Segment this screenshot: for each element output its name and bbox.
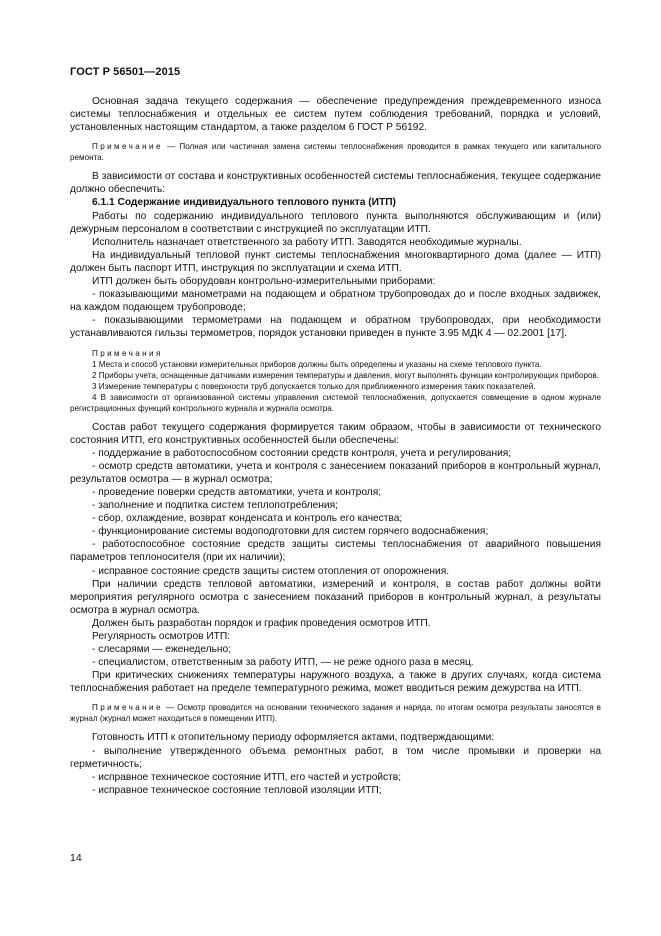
paragraph: При наличии средств тепловой автоматики, измерений и контроля, в состав работ должны войти мероприятия регулярного осмотра с занесением показаний приборов в контрольный журнал, а результаты осмотра в журнал осмотра. <box>70 578 601 616</box>
notes-label: Примечания <box>92 348 163 358</box>
list-item: - работоспособное состояние средств защиты системы теплоснабжения от аварийного повышения параметров теплоносителя (при их наличии); <box>70 539 601 564</box>
page-header-title: ГОСТ Р 56501—2015 <box>70 66 181 78</box>
note <box>70 141 601 163</box>
paragraph: В зависимости от состава и конструктивных особенностей системы теплоснабжения, текущее содержание должно обеспечить: <box>70 171 601 196</box>
note <box>70 702 601 724</box>
section-heading: 6.1.1 Содержание индивидуального теплового пункта (ИТП) <box>92 197 396 209</box>
list-item: - исправное состояние средств защиты систем отопления от опорожнения. <box>92 565 450 577</box>
list-item: - функционирование системы водоподготовки для систем горячего водоснабжения; <box>92 526 489 538</box>
paragraph: Исполнитель назначает ответственного за работу ИТП. Заводятся необходимые журналы. <box>92 236 522 248</box>
note-text: — Полная или частичная замена системы теплоснабжения проводится в рамках текущего или капитального ремонта. <box>70 142 601 163</box>
note-item: 2 Приборы учета, оснащенные датчиками измерения температуры и давления, могут выполнять функции контролирующих приборов. <box>92 370 600 380</box>
paragraph: Готовность ИТП к отопительному периоду оформляется актами, подтверждающими: <box>92 732 495 744</box>
paragraph: Должен быть разработан порядок и график проведения осмотров ИТП. <box>92 617 431 629</box>
page-content <box>70 95 601 797</box>
list-item: - поддержание в работоспособном состоянии средств контроля, учета и регулирования; <box>92 447 512 459</box>
paragraph: Работы по содержанию индивидуального теплового пункта выполняются обслуживающим и (или) дежурным персоналом в соответствии с инструкцией по эксплуатации ИТП. <box>70 210 601 235</box>
list-item: - заполнение и подпитка систем теплопотребления; <box>92 500 338 512</box>
paragraph: ИТП должен быть оборудован контрольно-измерительными приборами: <box>92 276 436 288</box>
list-item: - специалистом, ответственным за работу ИТП, — не реже одного раза в месяц. <box>92 657 474 669</box>
list-item: - показывающими термометрами на подающем и обратном трубопроводах, при необходимости устанавливаются гильзы термометров, порядок установки приведен в пункте 3.95 МДК 4 — 02.2001 [17]. <box>70 315 601 340</box>
paragraph: При критических снижениях температуры наружного воздуха, а также в других случаях, когда система теплоснабжения работает на пределе температурного режима, может вводиться режим дежурства на ИТП. <box>70 670 601 695</box>
list-item: - сбор, охлаждение, возврат конденсата и контроль его качества; <box>92 513 403 525</box>
page-number: 14 <box>70 852 82 864</box>
paragraph: Основная задача текущего содержания — обеспечение предупреждения преждевременного износа системы теплоснабжения и отдельных ее систем путем соблюдения требований, порядка и условий, установленных настоящим стандартом, а также разделом 6 ГОСТ Р 56192. <box>70 96 601 134</box>
note-item: 1 Места и способ установки измерительных приборов должны быть определены и указаны на схеме теплового пункта. <box>92 359 542 369</box>
note-label: Примечание <box>92 142 163 152</box>
paragraph: На индивидуальный тепловой пункт системы теплоснабжения многоквартирного дома (далее — ИТП) должен быть паспорт ИТП, инструкция по эксплуатации и схема ИТП. <box>70 249 601 274</box>
note-item: 4 В зависимости от организованной системы управления системой теплоснабжения, допускается совмещение в одном журнале регистрационных функций контрольного журнала и журнала осмотра. <box>70 392 601 413</box>
list-item: - исправное техническое состояние тепловой изоляции ИТП; <box>92 784 382 796</box>
list-item: - слесарями — еженедельно; <box>92 644 232 656</box>
paragraph: Регулярность осмотров ИТП: <box>92 631 231 642</box>
list-item: - выполнение утвержденного объема ремонтных работ, в том числе промывки и проверки на герметичность; <box>70 745 601 770</box>
list-item: - показывающими манометрами на подающем и обратном трубопроводах до и после входных задвижек, на каждом подающем трубопроводе; <box>70 289 601 314</box>
list-item: - исправное техническое состояние ИТП, его частей и устройств; <box>92 771 402 783</box>
note-label: Примечание <box>92 703 163 713</box>
note-item: 3 Измерение температуры с поверхности труб допускается только для приближенного измерения таких показателей. <box>92 381 536 391</box>
paragraph: Состав работ текущего содержания формируется таким образом, чтобы в зависимости от технического состояния ИТП, его конструктивных особенностей были обеспечены: <box>70 421 601 446</box>
list-item: - осмотр средств автоматики, учета и контроля с занесением показаний приборов в контрольный журнал, результатов осмотра — в журнал осмотра; <box>70 460 601 485</box>
list-item: - проведение поверки средств автоматики, учета и контроля; <box>92 486 382 498</box>
note-text: — Осмотр проводится на основании технического задания и наряда, по итогам осмотра результаты заносятся в журнал (журнал может находиться в помещении ИТП). <box>70 703 601 724</box>
